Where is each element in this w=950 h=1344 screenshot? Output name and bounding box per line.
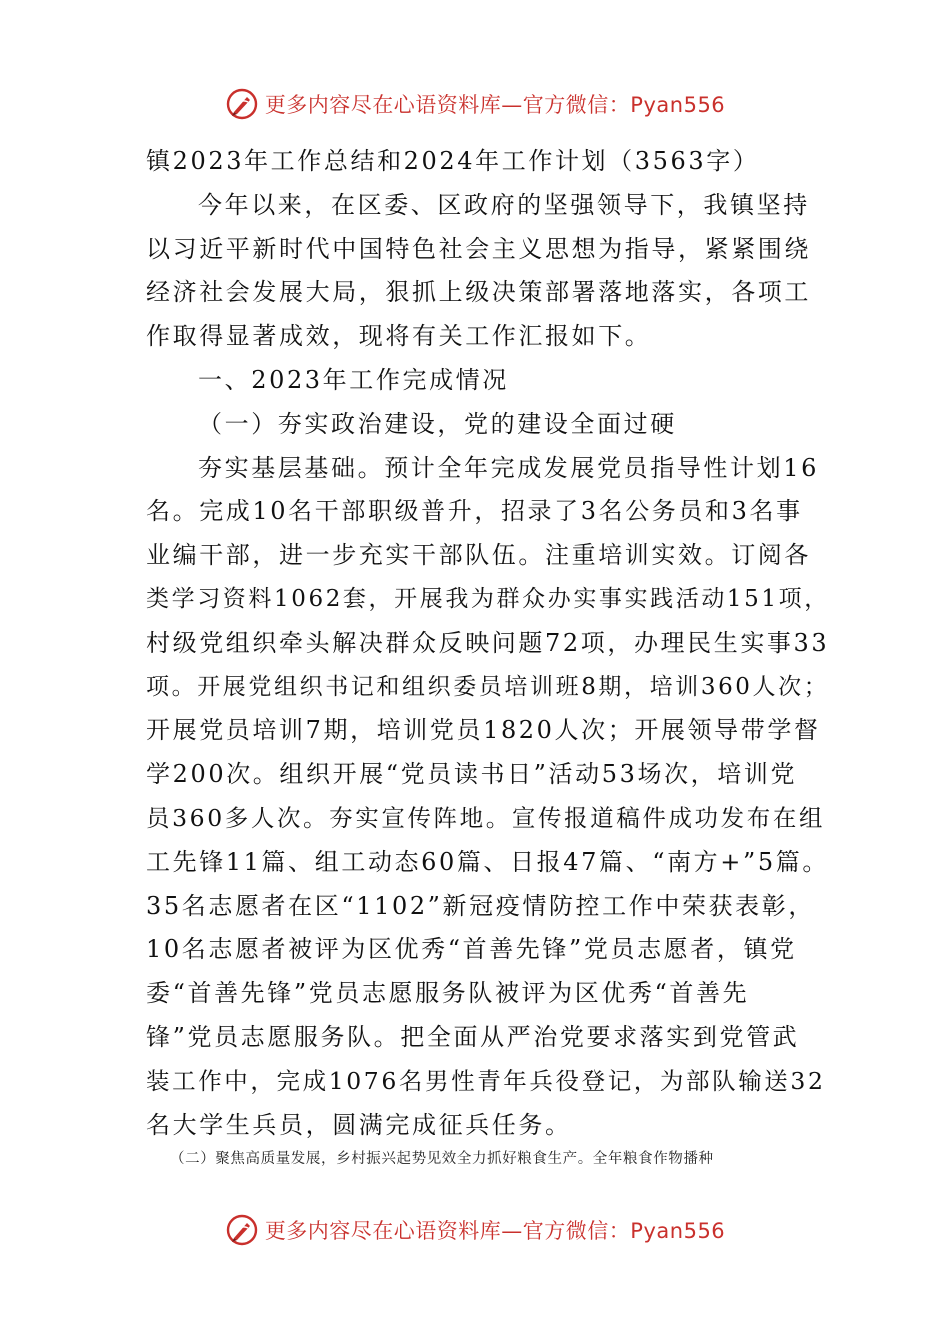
- text-line: 一、2023年工作完成情况: [198, 365, 509, 394]
- pen-logo-icon: [225, 1213, 259, 1247]
- text-line: 开展党员培训7期，培训党员1820人次；开展领导带学督: [146, 716, 821, 745]
- pen-logo-icon: [225, 87, 259, 121]
- text-line: 委“首善先锋”党员志愿服务队被评为区优秀“首善先: [146, 979, 750, 1008]
- watermark-footer: [0, 1210, 950, 1250]
- text-line: 夯实基层基础。预计全年完成发展党员指导性计划16: [198, 453, 819, 482]
- text-line: 装工作中，完成1076名男性青年兵役登记，为部队输送32: [146, 1066, 826, 1095]
- section-heading-two-small: （二）聚焦高质量发展，乡村振兴起势见效全力抓好粮食生产。全年粮食作物播种: [170, 1151, 714, 1167]
- text-line: 学200次。组织开展“党员读书日”活动53场次，培训党: [146, 760, 798, 789]
- text-line: 经济社会发展大局，狠抓上级决策部署落地落实，各项工: [146, 278, 811, 307]
- document-body: [146, 140, 830, 1147]
- text-line: 类学习资料1062套，开展我为群众办实事实践活动151项，: [146, 585, 830, 612]
- text-line: 作取得显著成效，现将有关工作汇报如下。: [146, 322, 652, 351]
- text-line: 10名志愿者被评为区优秀“首善先锋”党员志愿者，镇党: [146, 935, 797, 964]
- watermark-text: 更多内容尽在心语资料库—官方微信：Pyan556: [264, 93, 726, 117]
- text-line: 今年以来，在区委、区政府的坚强领导下，我镇坚持: [198, 190, 810, 219]
- watermark-text: 更多内容尽在心语资料库—官方微信：Pyan556: [264, 1219, 726, 1243]
- text-line: 项。开展党组织书记和组织委员培训班8期，培训360人次；: [146, 673, 830, 700]
- text-line: 业编干部，进一步充实干部队伍。注重培训实效。订阅各: [146, 541, 811, 570]
- text-line: 名。完成10名干部职级普升，招录了3名公务员和3名事: [146, 497, 803, 526]
- text-line: 员360多人次。夯实宣传阵地。宣传报道稿件成功发布在组: [146, 803, 826, 832]
- text-line: 锋”党员志愿服务队。把全面从严治党要求落实到党管武: [146, 1022, 800, 1051]
- text-line: 村级党组织牵头解决群众反映问题72项，办理民生实事33: [146, 628, 830, 657]
- text-line: （一）夯实政治建设，党的建设全面过硬: [198, 409, 677, 438]
- document-title: 镇2023年工作总结和2024年工作计划（3563字）: [146, 147, 760, 175]
- text-line: 工先锋11篇、组工动态60篇、日报47篇、“南方+”5篇。: [146, 847, 829, 876]
- text-line: 以习近平新时代中国特色社会主义思想为指导，紧紧围绕: [146, 234, 811, 263]
- text-line: 名大学生兵员，圆满完成征兵任务。: [146, 1110, 572, 1139]
- text-line: 35名志愿者在区“1102”新冠疫情防控工作中荣获表彰，: [146, 891, 815, 920]
- watermark-header: [0, 84, 950, 124]
